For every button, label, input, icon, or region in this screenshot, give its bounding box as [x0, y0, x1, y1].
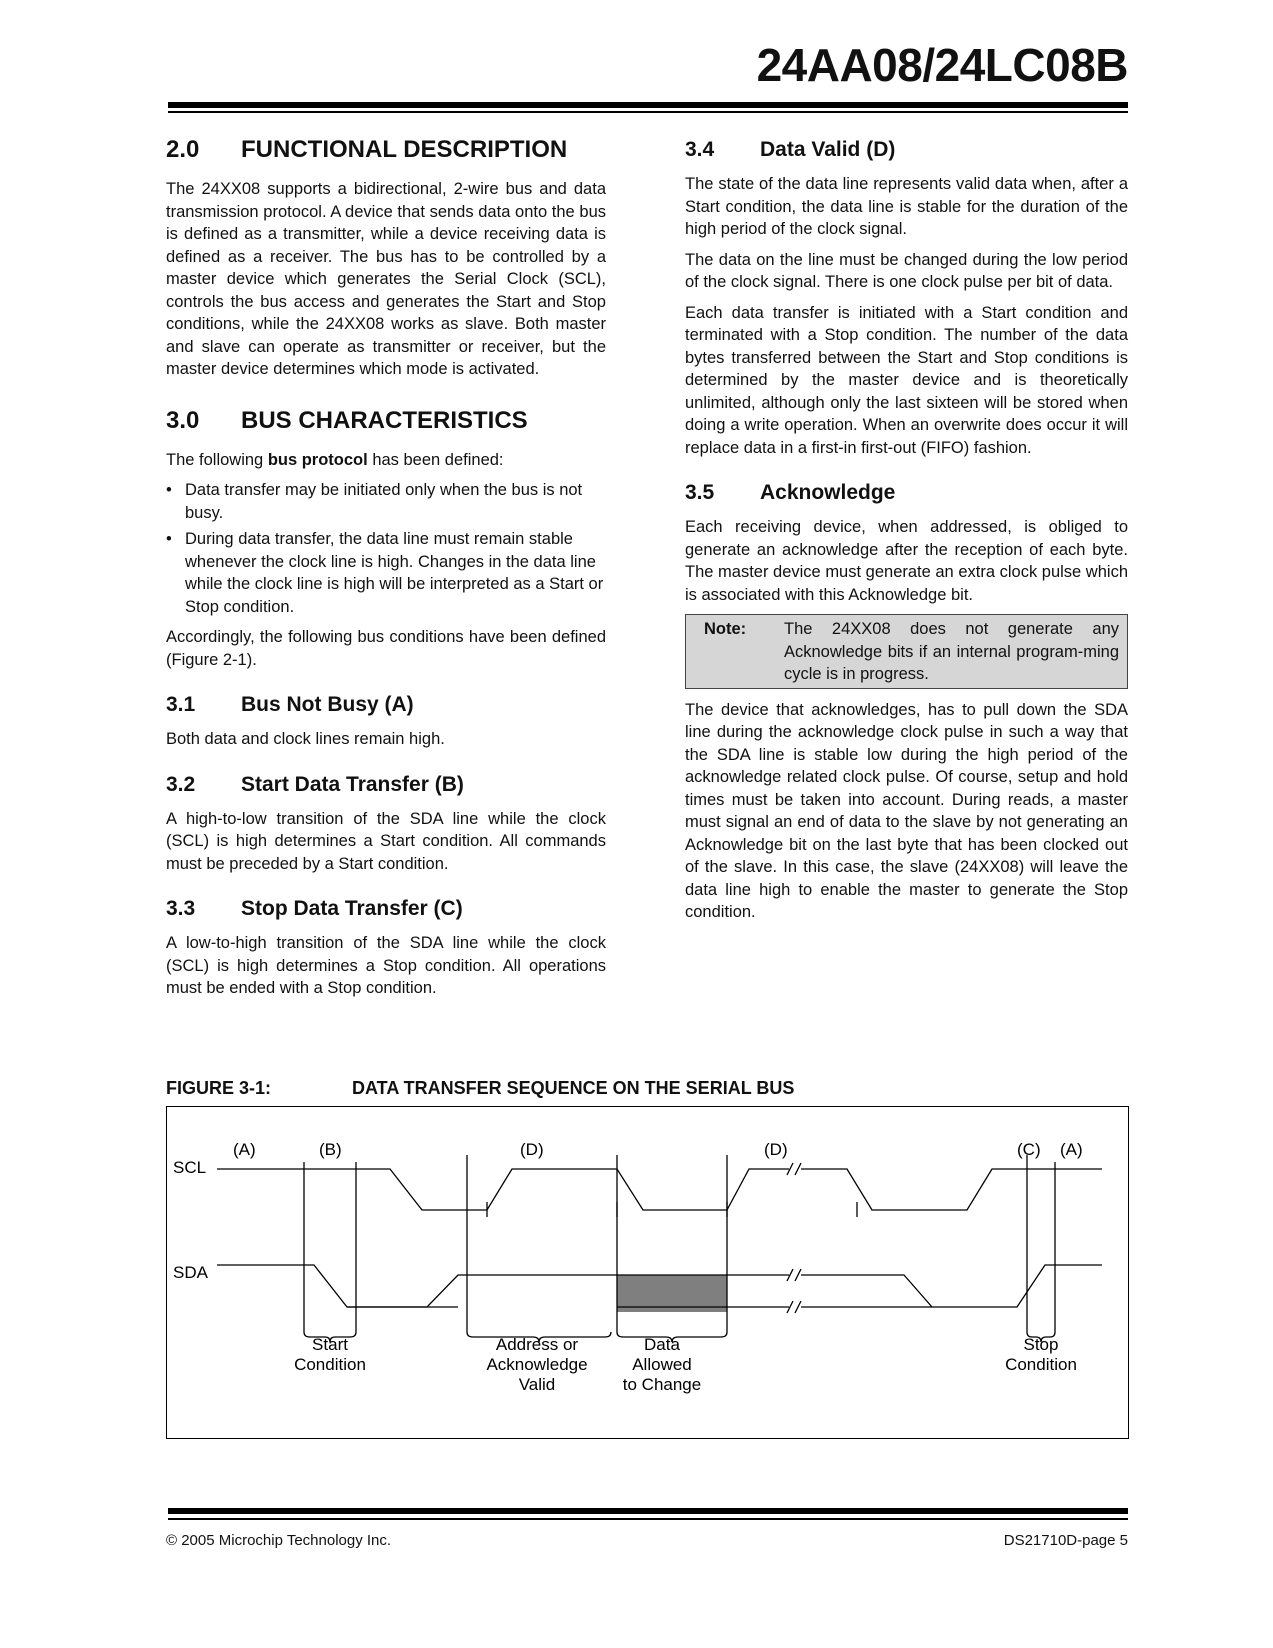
- figure-title: DATA TRANSFER SEQUENCE ON THE SERIAL BUS: [352, 1078, 795, 1098]
- stop-label-2: Condition: [1005, 1355, 1077, 1374]
- section-3-5-paragraph-1: Each receiving device, when addressed, is obliged to generate an acknowledge after the reception of each byte. The master device must generate an extra clock pulse which is associated with this Acknowledge bit.: [685, 518, 1128, 604]
- footer-page-number: DS21710D-page 5: [1003, 1532, 1128, 1549]
- data-label-2: Allowed: [632, 1355, 692, 1374]
- section-3-heading: 3.0 BUS CHARACTERISTICS: [166, 406, 528, 434]
- figure-number: FIGURE 3-1:: [166, 1078, 272, 1098]
- right-column: [685, 136, 1128, 932]
- footer-rule-thick: [168, 1508, 1128, 1514]
- section-3-4-paragraph-2: The data on the line must be changed during the low period of the clock signal. There is one clock pulse per bit of data.: [685, 250, 1128, 291]
- page-title: 24AA08/24LC08B: [756, 39, 1128, 91]
- list-item: • During data transfer, the data line must remain stable whenever the clock line is high. Changes in the data line while the clock line is high will be interpreted as a Start or Stop condition.: [166, 528, 606, 618]
- section-3-5-heading: 3.5 Acknowledge: [685, 481, 896, 504]
- section-3-2-paragraph: A high-to-low transition of the SDA line while the clock (SCL) is high determines a Start condition. All commands must be preceded by a Start condition.: [166, 809, 606, 873]
- bus-protocol-list: [166, 479, 606, 618]
- list-item: • Data transfer may be initiated only when the bus is not busy.: [166, 479, 606, 524]
- tag-d-right: (D): [764, 1140, 788, 1159]
- section-3-4-paragraph-3: Each data transfer is initiated with a Start condition and terminated with a Stop condition. The number of the data bytes transferred between the Start and Stop conditions is determined by the master device and is theoretically unlimited, although only the last sixteen will be stored when doing a write operation. When an overwrite does occur it will replace data in a first-in first-out (FIFO) fashion.: [685, 303, 1128, 457]
- sda-waveform-cont: [801, 1265, 1102, 1307]
- tag-a-left: (A): [233, 1140, 256, 1159]
- section-2-paragraph: The 24XX08 supports a bidirectional, 2-wire bus and data transmission protocol. A device that sends data onto the bus is defined as a transmitter, while a device receiving data is defined as a receiver. The bus has to be controlled by a master device which generates the Serial Clock (SCL), controls the bus access and generates the Start and Stop conditions, while the 24XX08 works as slave. Both master and slave can operate as transmitter or receiver, but the master device determines which mode is activated.: [166, 180, 606, 378]
- tag-d-left: (D): [520, 1140, 544, 1159]
- section-3-5-paragraph-2: The device that acknowledges, has to pull down the SDA line during the acknowledge clock pulse in such a way that the SDA line is stable low during the high period of the acknowledge related clock pulse. Of course, setup and hold times must be taken into account. During reads, a master must signal an end of data to the slave by not generating an Acknowledge bit on the last byte that has been clocked out of the slave. In this case, the slave (24XX08) will leave the data line high to enable the master to generate the Stop condition.: [685, 700, 1128, 921]
- header-rule-thin: [168, 111, 1128, 113]
- scl-label: SCL: [173, 1158, 207, 1177]
- section-3-accordingly: Accordingly, the following bus conditions have been defined (Figure 2-1).: [166, 628, 606, 669]
- tag-b: (B): [319, 1140, 342, 1159]
- section-2-heading: 2.0 FUNCTIONAL DESCRIPTION: [166, 136, 568, 163]
- note-label: Note:: [704, 620, 747, 638]
- section-3-3-heading: 3.3 Stop Data Transfer (C): [166, 897, 463, 920]
- scl-waveform-cont: [801, 1169, 1102, 1210]
- sda-waveform-low: [217, 1265, 617, 1307]
- start-label-1: Start: [312, 1335, 348, 1354]
- section-3-3-paragraph: A low-to-high transition of the SDA line while the clock (SCL) is high determines a Stop condition. All operations must be ended with a Stop condition.: [166, 934, 606, 997]
- start-label-2: Condition: [294, 1355, 366, 1374]
- tag-c: (C): [1017, 1140, 1041, 1159]
- timing-diagram: [166, 1106, 1129, 1439]
- figure-caption: [166, 1078, 794, 1099]
- section-3-1-heading: 3.1 Bus Not Busy (A): [166, 693, 414, 716]
- stop-label-1: Stop: [1023, 1335, 1059, 1354]
- data-label-3: to Change: [622, 1375, 702, 1394]
- note-box: [685, 614, 1128, 689]
- section-3-1-paragraph: Both data and clock lines remain high.: [166, 730, 445, 748]
- footer-rule-thin: [168, 1518, 1128, 1520]
- section-3-intro: The following bus protocol has been defined:: [166, 450, 504, 469]
- section-3-4-paragraph-1: The state of the data line represents valid data when, after a Start condition, the data line is stable for the duration of the high period of the clock signal.: [685, 175, 1128, 238]
- section-3-2-heading: 3.2 Start Data Transfer (B): [166, 772, 464, 796]
- sda-label: SDA: [173, 1263, 208, 1282]
- address-label-3: Valid: [518, 1375, 556, 1394]
- header-rule-thick: [168, 102, 1128, 108]
- section-3-4-heading: 3.4 Data Valid (D): [685, 138, 896, 161]
- data-label-1: Data: [644, 1335, 680, 1354]
- footer-copyright: © 2005 Microchip Technology Inc.: [166, 1532, 392, 1549]
- address-label-1: Address or: [495, 1335, 579, 1354]
- scl-waveform: [217, 1169, 789, 1210]
- note-text: The 24XX08 does not generate any Acknowledge bits if an internal program-ming cycle is in progress.: [784, 620, 1119, 683]
- left-column: [166, 136, 606, 1008]
- tag-a-right: (A): [1060, 1140, 1083, 1159]
- address-label-2: Acknowledge: [486, 1355, 588, 1374]
